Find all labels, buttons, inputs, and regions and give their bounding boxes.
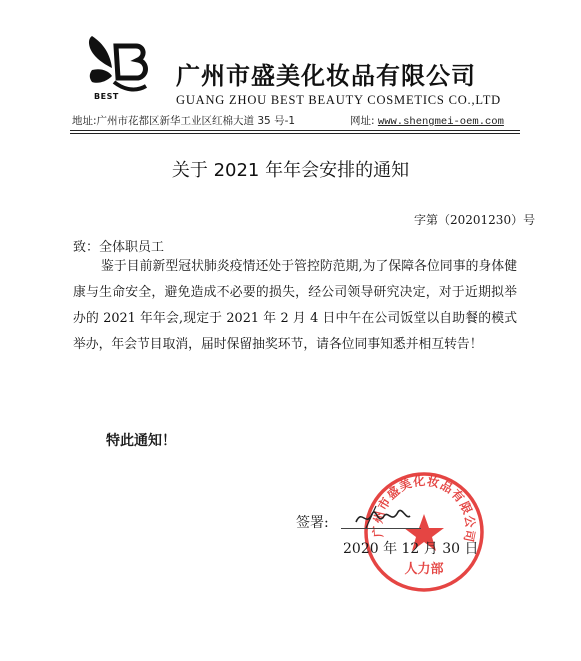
handwritten-signature bbox=[352, 502, 412, 532]
svg-text:广州市盛美化妆品有限公司: 广州市盛美化妆品有限公司 bbox=[370, 473, 478, 545]
document-number: 字第（20201230）号 bbox=[414, 213, 536, 227]
signature-date: 2020 年 12 月 30 日 bbox=[343, 541, 479, 557]
notice-body: 鉴于目前新型冠状肺炎疫情还处于管控防范期,为了保障各位同事的身体健康与生命安全，避免造成不必要的损失，经公司领导研究决定，对于近期拟举办的 2021 年年会,现定于 2021 年 2 月 4 日中午在公司饭堂以自助餐的模式举办，年会节目取消，届时保留抽奖环节，请各位同事知悉并相互转告！ bbox=[73, 259, 517, 352]
website-label: 网址: bbox=[350, 115, 375, 127]
header-divider-thin bbox=[70, 133, 520, 134]
company-address: 地址:广州市花都区新华工业区红棉大道 35 号-1 bbox=[72, 115, 296, 127]
signature-label: 签署: bbox=[296, 515, 329, 531]
logo-wordmark: BEST bbox=[94, 92, 119, 101]
company-name-cn: 广州市盛美化妆品有限公司 bbox=[176, 62, 476, 90]
document-title: 关于 2021 年年会安排的通知 bbox=[171, 160, 410, 181]
closing-line: 特此通知！ bbox=[106, 433, 176, 449]
header-divider bbox=[70, 130, 520, 131]
company-seal bbox=[362, 470, 486, 594]
website-link[interactable]: www.shengmei-oem.com bbox=[377, 116, 504, 128]
svg-text:人力部: 人力部 bbox=[404, 562, 444, 577]
salutation: 致：全体职员工 bbox=[73, 240, 165, 255]
website-block bbox=[350, 113, 504, 128]
company-name-en: GUANG ZHOU BEST BEAUTY COSMETICS CO.,LTD bbox=[176, 93, 501, 107]
